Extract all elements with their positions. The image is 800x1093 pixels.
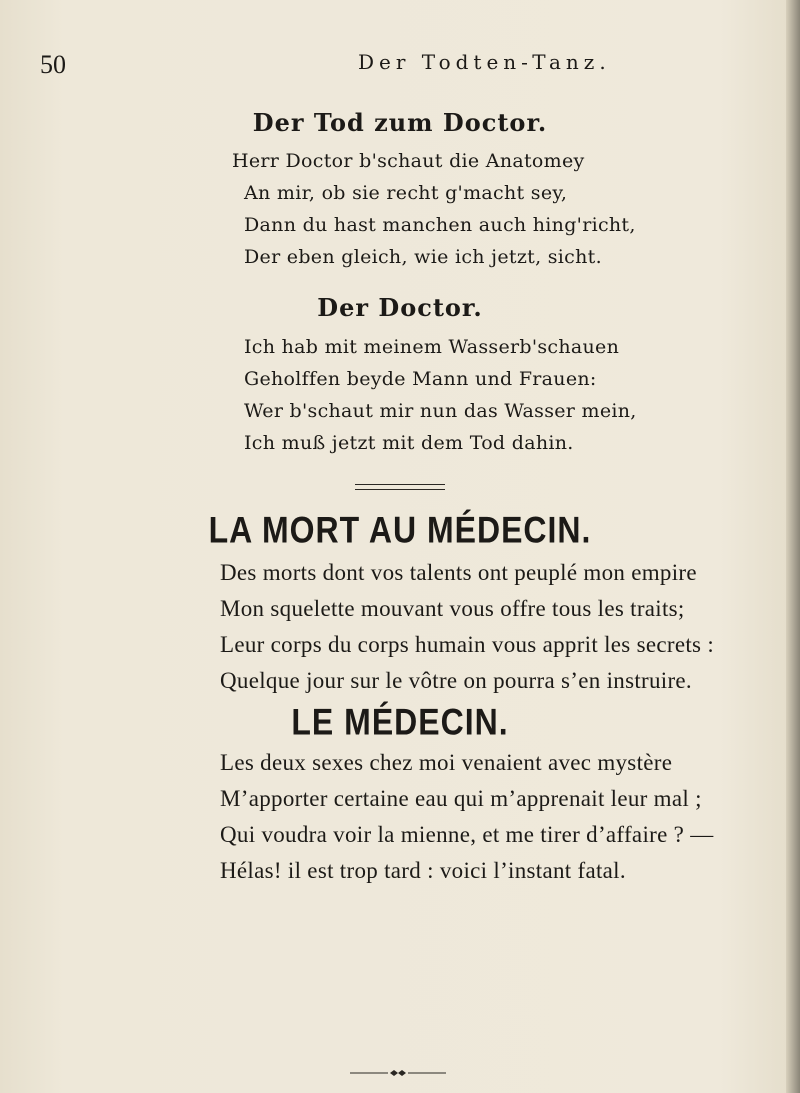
german-heading-death-to-doctor: Der Tod zum Doctor. — [252, 108, 548, 137]
tailpiece-ornament — [350, 1069, 446, 1077]
separator-rule-top — [355, 484, 445, 485]
german-stanza-2-line-4: Ich muß jetzt mit dem Tod dahin. — [244, 432, 574, 454]
french-stanza-2-line-1: Les deux sexes chez moi venaient avec mystère — [220, 750, 673, 775]
german-heading-doctor: Der Doctor. — [317, 293, 483, 322]
page-number: 50 — [40, 50, 66, 79]
german-stanza-2-line-3: Wer b'schaut mir nun das Wasser mein, — [244, 400, 637, 422]
french-stanza-2-line-2: M’apporter certaine eau qui m’apprenait leur mal ; — [220, 786, 702, 811]
separator-rule-bottom — [355, 489, 445, 490]
french-stanza-1-line-2: Mon squelette mouvant vous offre tous les traits; — [220, 596, 685, 621]
running-title: Der Todten-Tanz. — [358, 50, 611, 74]
german-stanza-1-line-4: Der eben gleich, wie ich jetzt, sicht. — [244, 246, 602, 268]
german-stanza-1-line-2: An mir, ob sie recht g'macht sey, — [244, 182, 568, 204]
french-stanza-2-line-4: Hélas! il est trop tard : voici l’instant fatal. — [220, 858, 626, 883]
german-stanza-2-line-1: Ich hab mit meinem Wasserb'schauen — [244, 336, 620, 358]
french-stanza-1-line-1: Des morts dont vos talents ont peuplé mon empire — [220, 560, 697, 585]
running-head — [40, 50, 740, 90]
french-stanza-1-line-4: Quelque jour sur le vôtre on pourra s’en instruire. — [220, 668, 692, 693]
french-stanza-2-line-3: Qui voudra voir la mienne, et me tirer d’affaire ? — — [220, 822, 714, 847]
german-stanza-1-line-1: Herr Doctor b'schaut die Anatomey — [232, 150, 585, 172]
french-stanza-1-line-3: Leur corps du corps humain vous apprit les secrets : — [220, 632, 715, 657]
german-stanza-1-line-3: Dann du hast manchen auch hing'richt, — [244, 214, 636, 236]
german-stanza-2-line-2: Geholffen beyde Mann und Frauen: — [244, 368, 597, 390]
french-heading-doctor: LE MÉDECIN. — [291, 701, 509, 743]
french-heading-death-to-doctor: LA MORT AU MÉDECIN. — [208, 509, 592, 551]
